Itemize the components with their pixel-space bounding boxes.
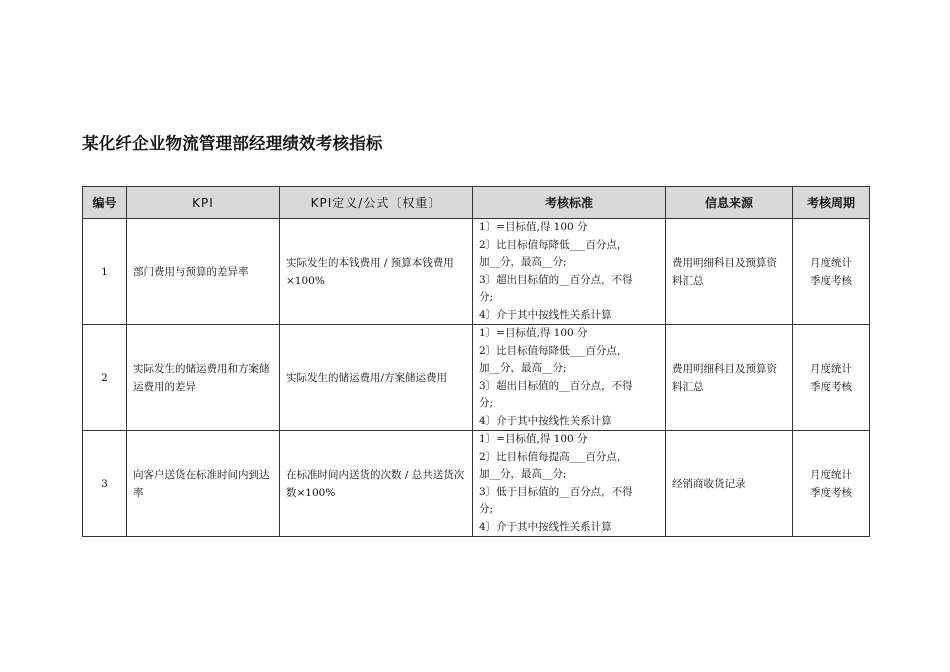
- standard-line: 分;: [479, 291, 494, 303]
- standard-line: 1〕=目标值,得 100 分: [479, 221, 588, 233]
- cell-standard: [473, 431, 666, 537]
- standard-line: 2〕比目标值每降低___百分点，: [479, 238, 628, 251]
- cell-definition: 实际发生的储运费用/方案储运费用: [280, 325, 473, 431]
- header-definition: KPI定义/公式〔权重〕: [280, 187, 473, 219]
- cell-source: 费用明细科目及预算资料汇总: [666, 219, 793, 325]
- cell-definition: 实际发生的本钱费用 / 预算本钱费用×100%: [280, 219, 473, 325]
- cell-number: 2: [83, 325, 127, 431]
- period-line: 月度统计: [810, 256, 852, 269]
- table-row: [83, 431, 870, 537]
- cell-standard: [473, 219, 666, 325]
- header-source: 信息来源: [666, 187, 793, 219]
- standard-line: 1〕=目标值,得 100 分: [479, 327, 588, 339]
- header-number: 编号: [83, 187, 127, 219]
- standard-line: 1〕=目标值,得 100 分: [479, 433, 588, 445]
- cell-kpi: 实际发生的储运费用和方案储运费用的差异: [127, 325, 280, 431]
- cell-definition: 在标准时间内送货的次数 / 总共送货次数×100%: [280, 431, 473, 537]
- period-line: 月度统计: [810, 362, 852, 375]
- cell-number: 3: [83, 431, 127, 537]
- header-period: 考核周期: [793, 187, 870, 219]
- standard-line: 4〕介于其中按线性关系计算: [479, 308, 612, 321]
- cell-source: 经销商收货记录: [666, 431, 793, 537]
- kpi-table: [82, 186, 870, 537]
- standard-line: 分;: [479, 397, 494, 409]
- standard-line: 3〕超出目标值的__百分点，不得: [479, 273, 633, 286]
- page-title: 某化纤企业物流管理部经理绩效考核指标: [82, 134, 383, 153]
- table-header-row: [83, 187, 870, 219]
- standard-line: 2〕比目标值每提高___百分点，: [479, 450, 628, 463]
- period-line: 季度考核: [810, 274, 852, 287]
- cell-standard: [473, 325, 666, 431]
- standard-line: 2〕比目标值每降低___百分点，: [479, 344, 628, 357]
- standard-line: 3〕低于目标值的__百分点，不得: [479, 485, 633, 498]
- standard-line: 加__分，最高__分;: [479, 256, 567, 268]
- period-line: 季度考核: [810, 486, 852, 499]
- cell-kpi: 向客户送货在标准时间内到达率: [127, 431, 280, 537]
- cell-source: 费用明细科目及预算资料汇总: [666, 325, 793, 431]
- standard-line: 4〕介于其中按线性关系计算: [479, 414, 612, 427]
- cell-period: [793, 431, 870, 537]
- period-line: 月度统计: [810, 468, 852, 481]
- standard-line: 4〕介于其中按线性关系计算: [479, 520, 612, 533]
- header-standard: 考核标准: [473, 187, 666, 219]
- cell-period: [793, 325, 870, 431]
- cell-number: 1: [83, 219, 127, 325]
- standard-line: 加__分，最高__分;: [479, 468, 567, 480]
- standard-line: 3〕超出目标值的__百分点，不得: [479, 379, 633, 392]
- header-kpi: KPI: [127, 187, 280, 219]
- cell-period: [793, 219, 870, 325]
- table-row: [83, 219, 870, 325]
- standard-line: 分;: [479, 503, 494, 515]
- standard-line: 加__分，最高__分;: [479, 362, 567, 374]
- cell-kpi: 部门费用与预算的差异率: [127, 219, 280, 325]
- table-row: [83, 325, 870, 431]
- period-line: 季度考核: [810, 380, 852, 393]
